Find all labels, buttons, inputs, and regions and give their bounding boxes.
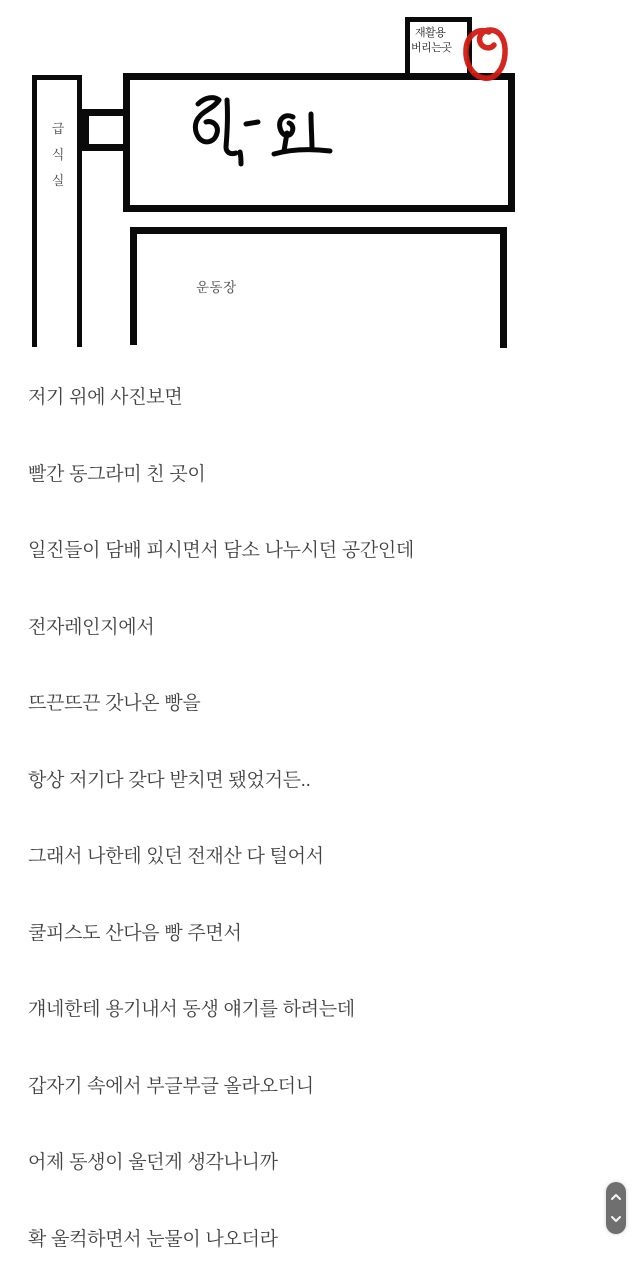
story-line-1: 저기 위에 사진보면 — [28, 387, 183, 408]
story-line-11: 어제 동생이 울던게 생각나니까 — [28, 1152, 278, 1173]
story-line-8: 쿨피스도 산다음 빵 주면서 — [28, 923, 242, 944]
chevron-up-icon — [610, 1193, 622, 1201]
recycling-label-line1: 재활용 — [415, 27, 446, 39]
story-line-3: 일진들이 담배 피시면서 담소 나누시던 공간인데 — [28, 540, 414, 561]
story-line-9: 걔네한테 용기내서 동생 얘기를 하려는데 — [28, 999, 355, 1020]
story-line-10: 갑자기 속에서 부글부글 올라오더니 — [28, 1076, 314, 1097]
story-line-5: 뜨끈뜨끈 갓나온 빵을 — [28, 693, 201, 714]
scroll-pill — [606, 1182, 626, 1234]
story-line-2: 빨간 동그라미 친 곳이 — [28, 464, 206, 485]
story-line-12: 확 울컥하면서 눈물이 나오더라 — [28, 1229, 278, 1250]
scroll-down-button[interactable] — [609, 1212, 623, 1226]
chevron-down-icon — [610, 1215, 622, 1223]
story-line-7: 그래서 나한테 있던 전재산 다 털어서 — [28, 846, 324, 867]
cafeteria-label: 급식실 — [51, 121, 65, 188]
story-line-6: 항상 저기다 갖다 받치면 됐었거든.. — [28, 770, 311, 791]
playground-label: 운동장 — [196, 280, 237, 295]
story-line-4: 전자레인지에서 — [28, 617, 155, 638]
scroll-up-button[interactable] — [609, 1190, 623, 1204]
recycling-label-line2: 버리는곳 — [411, 42, 452, 54]
